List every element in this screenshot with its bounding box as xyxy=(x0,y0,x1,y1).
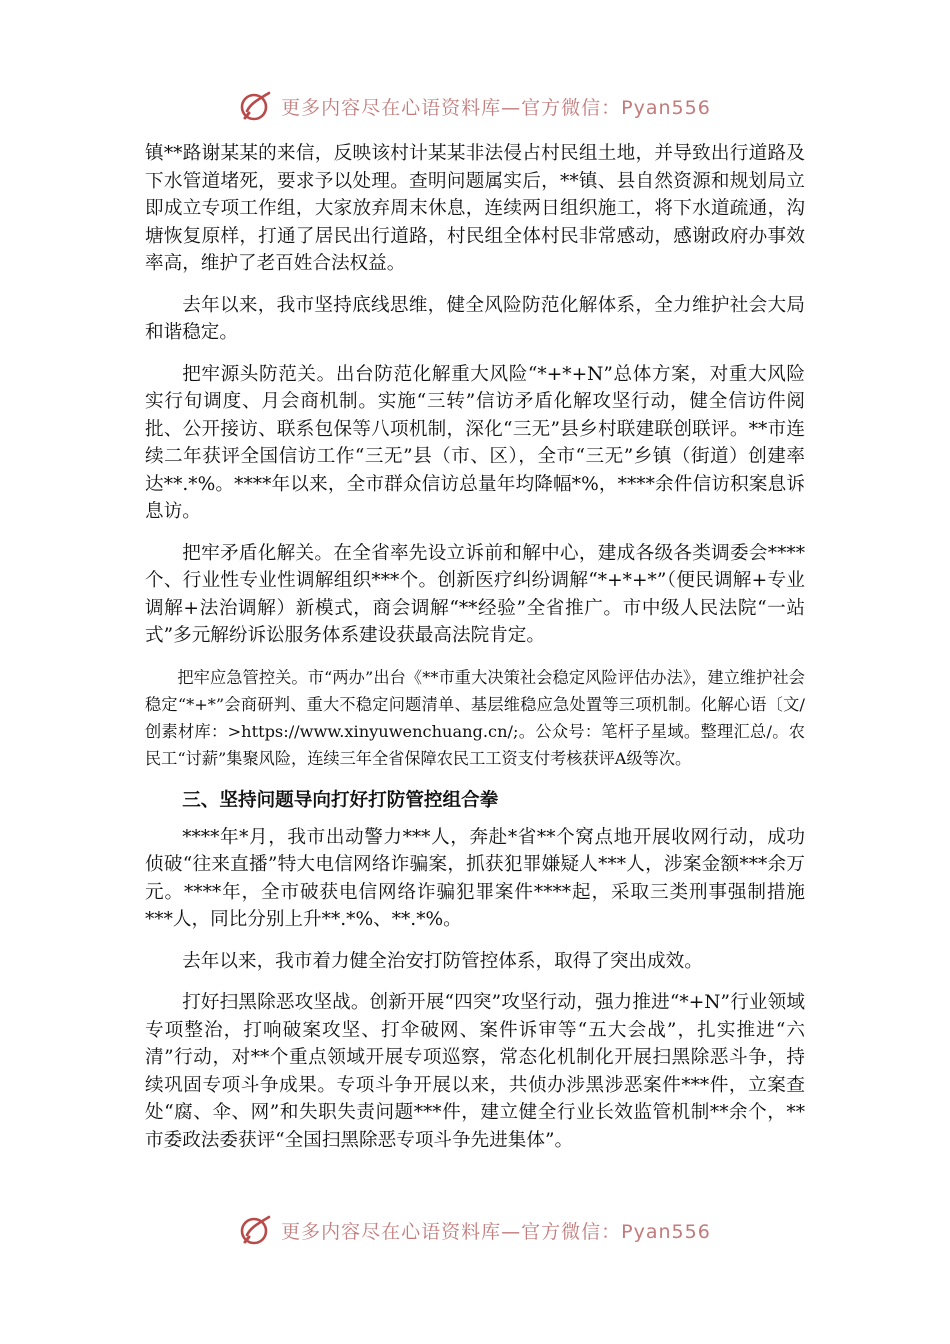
paragraph: 把牢应急管控关。市“两办”出台《**市重大决策社会稳定风险评估办法》，建立维护社会稳定“*+*”会商研判、重大不稳定问题清单、基层维稳应急处置等三项机制。化解心语〔文/创素材库：>https://www.xinyuwenchuang.cn/;。公众号：笔杆子星域。整理汇总/。农民工“讨薪”集聚风险，连续三年全省保障农民工工资支付考核获评A级等次。 xyxy=(145,667,805,768)
paragraph: 去年以来，我市着力健全治安打防管控体系，取得了突出成效。 xyxy=(182,950,703,972)
banner-text: 更多内容尽在心语资料库—官方微信：Pyan556 xyxy=(281,1220,711,1243)
brush-logo-icon xyxy=(239,1213,273,1247)
document-body xyxy=(145,140,805,1168)
paragraph: 把牢矛盾化解关。在全省率先设立诉前和解中心，建成各级各类调委会****个、行业性专业性调解组织***个。创新医疗纠纷调解“*+*+*”（便民调解+专业调解+法治调解）新模式，商会调解“**经验”全省推广。市中级人民法院“一站式”多元解纷诉讼服务体系建设获最高法院肯定。 xyxy=(145,542,805,646)
header-banner xyxy=(0,86,950,126)
paragraph: 去年以来，我市坚持底线思维，健全风险防范化解体系，全力维护社会大局和谐稳定。 xyxy=(145,294,805,343)
paragraph: ****年*月，我市出动警力***人，奔赴*省**个窝点地开展收网行动，成功侦破“往来直播”特大电信网络诈骗案，抓获犯罪嫌疑人***人，涉案金额***余万元。****年，全市破获电信网络诈骗犯罪案件****起，采取三类刑事强制措施***人，同比分别上升**.*%、**.*%。 xyxy=(145,826,805,930)
paragraph: 打好扫黑除恶攻坚战。创新开展“四突”攻坚行动，强力推进“*+N”行业领域专项整治，打响破案攻坚、打伞破网、案件诉审等“五大会战”，扎实推进“六清”行动，对**个重点领域开展专项巡察，常态化机制化开展扫黑除恶斗争，持续巩固专项斗争成果。专项斗争开展以来，共侦办涉黑涉恶案件***件，立案查处“腐、伞、网”和失职失责问题***件，建立健全行业长效监管机制**余个，**市委政法委获评“全国扫黑除恶专项斗争先进集体”。 xyxy=(145,992,805,1151)
section-heading: 三、坚持问题导向打好打防管控组合拳 xyxy=(182,789,499,811)
brush-logo-icon xyxy=(239,89,273,123)
banner-text: 更多内容尽在心语资料库—官方微信：Pyan556 xyxy=(281,96,711,119)
paragraph: 镇**路谢某某的来信，反映该村计某某非法侵占村民组土地，并导致出行道路及下水管道堵死，要求予以处理。查明问题属实后，**镇、县自然资源和规划局立即成立专项工作组，大家放弃周末休息，连续两日组织施工，将下水道疏通，沟塘恢复原样，打通了居民出行道路，村民组全体村民非常感动，感谢政府办事效率高，维护了老百姓合法权益。 xyxy=(145,143,805,274)
footer-banner xyxy=(0,1210,950,1250)
paragraph: 把牢源头防范关。出台防范化解重大风险“*+*+N”总体方案，对重大风险实行旬调度、月会商机制。实施“三转”信访矛盾化解攻坚行动，健全信访件阅批、公开接访、联系包保等八项机制，深化“三无”县乡村联建联创联评。**市连续二年获评全国信访工作“三无”县（市、区），全市“三无”乡镇（街道）创建率达**.*%。****年以来，全市群众信访总量年均降幅*%，****余件信访积案息诉息访。 xyxy=(145,363,805,522)
